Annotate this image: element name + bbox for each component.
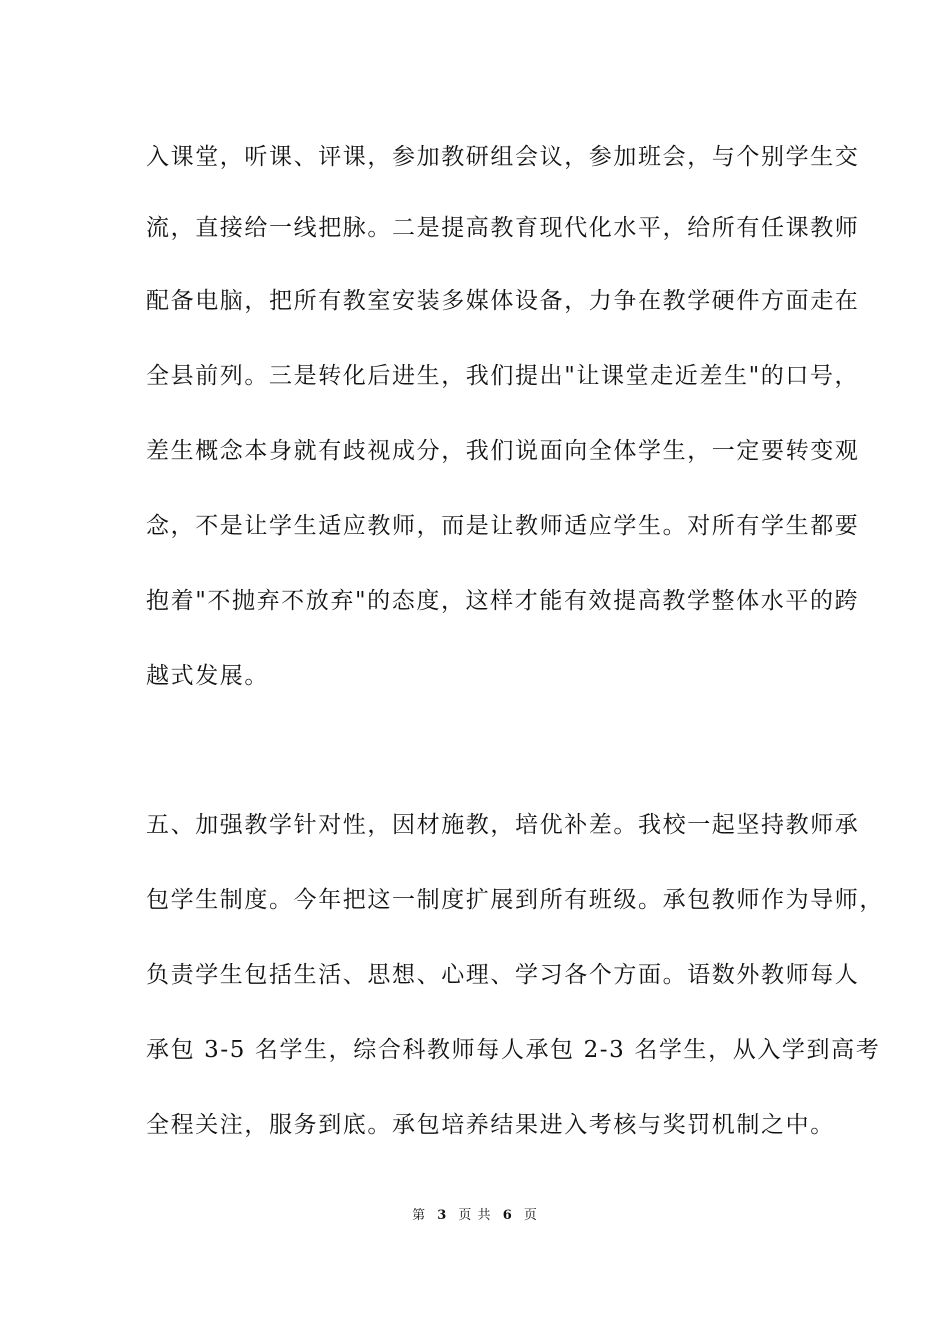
paragraph-1-line-8: 越式发展。 bbox=[146, 663, 269, 689]
footer-suffix: 页 bbox=[523, 1208, 538, 1223]
paragraph-1-line-4: 全县前列。三是转化后进生，我们提出"让课堂走近差生"的口号， bbox=[146, 363, 860, 389]
paragraph-1-line-7: 抱着"不抛弃不放弃"的态度，这样才能有效提高教学整体水平的跨 bbox=[146, 588, 860, 614]
footer-middle: 页 共 bbox=[458, 1208, 492, 1223]
paragraph-2-line-4: 承包 3-5 名学生，综合科教师每人承包 2-3 名学生，从入学到高考 bbox=[146, 1037, 881, 1063]
paragraph-1-line-1: 入课堂，听课、评课，参加教研组会议，参加班会，与个别学生交 bbox=[146, 144, 860, 170]
paragraph-1-line-5: 差生概念本身就有歧视成分，我们说面向全体学生，一定要转变观 bbox=[146, 438, 860, 464]
paragraph-1-line-2: 流，直接给一线把脉。二是提高教育现代化水平，给所有任课教师 bbox=[146, 215, 860, 241]
paragraph-2-line-1: 五、加强教学针对性，因材施教，培优补差。我校一起坚持教师承 bbox=[146, 812, 860, 838]
page-footer bbox=[0, 1208, 950, 1224]
paragraph-1-line-6: 念，不是让学生适应教师，而是让教师适应学生。对所有学生都要 bbox=[146, 513, 860, 539]
footer-total-pages: 6 bbox=[502, 1208, 513, 1223]
footer-current-page: 3 bbox=[437, 1208, 448, 1223]
paragraph-2-line-3: 负责学生包括生活、思想、心理、学习各个方面。语数外教师每人 bbox=[146, 962, 860, 988]
paragraph-1-line-3: 配备电脑，把所有教室安装多媒体设备，力争在教学硬件方面走在 bbox=[146, 288, 860, 314]
paragraph-2-line-5: 全程关注，服务到底。承包培养结果进入考核与奖罚机制之中。 bbox=[146, 1112, 835, 1138]
footer-prefix: 第 bbox=[412, 1208, 427, 1223]
paragraph-2-line-2: 包学生制度。今年把这一制度扩展到所有班级。承包教师作为导师， bbox=[146, 887, 884, 913]
